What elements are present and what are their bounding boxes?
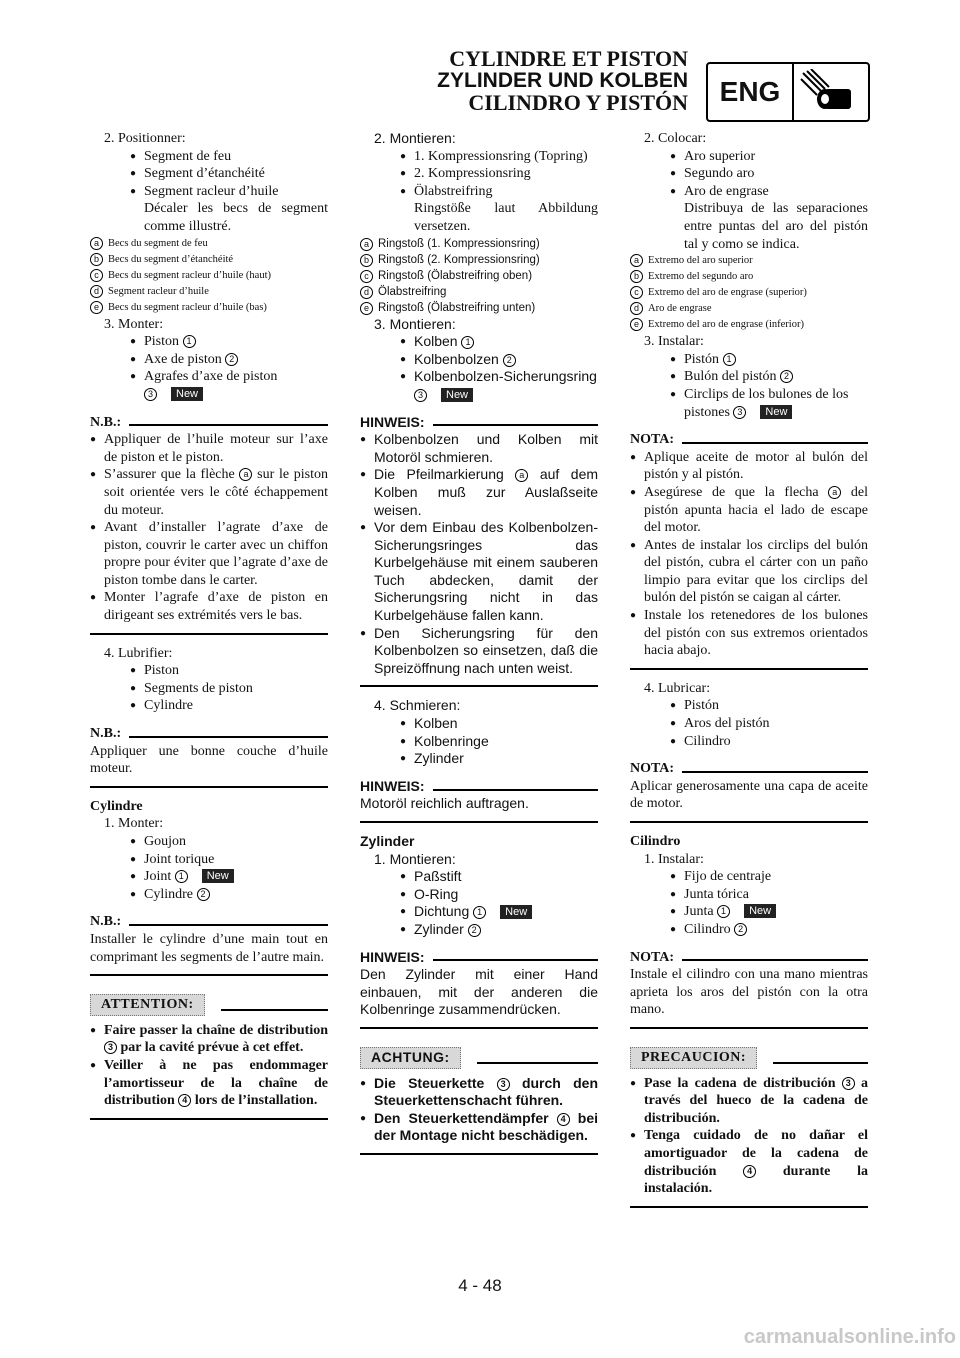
list-item: ● Axe de piston 2: [130, 351, 328, 369]
list-item: ● Piston 1: [130, 333, 328, 351]
watermark: carmanualsonline.info: [743, 1326, 956, 1348]
divider: [630, 1206, 868, 1208]
arrow-label-icon: a: [239, 468, 252, 481]
list-item: ● Pistón: [670, 697, 868, 715]
title-spanish: CILINDRO Y PISTÓN: [468, 90, 688, 115]
label-c-icon: c: [360, 270, 373, 283]
step-2-note: Ringstöße laut Abbildung versetzen.: [414, 201, 598, 234]
list-item: ● Pistón 1: [670, 351, 868, 369]
column-french: [90, 130, 328, 1130]
warning-item: ● Pase la cadena de distribución 3 a través del hueco de la cadena de distribución.: [630, 1075, 868, 1128]
note-item: ● S’assurer que la flèche a sur le piston soit orientée vers le côté échappement du moteur.: [90, 466, 328, 519]
step-4: 4. Lubricar:: [644, 680, 711, 696]
legend-item: a Becs du segment de feu: [90, 236, 328, 252]
legend-item: e Extremo del aro de engrase (inferior): [630, 317, 868, 333]
step-1: 1. Monter:: [104, 816, 164, 832]
list-item: ● Fijo de centraje: [670, 868, 868, 886]
note-text: Installer le cylindre d’une main tout en comprimant les segments de l’autre main.: [90, 931, 328, 965]
list-item: ● Junta tórica: [670, 886, 868, 904]
list-item: ● Zylinder: [400, 750, 598, 768]
label-b-icon: b: [630, 270, 643, 283]
list-item: ● Circlips de los bulones de los pistones 3 New: [670, 386, 868, 421]
legend-item: e Ringstoß (Ölabstreifring unten): [360, 300, 598, 316]
list-item: ● Cilindro: [670, 733, 868, 751]
list-item: ● Aro superior: [670, 148, 868, 166]
warning-item: ● Tenga cuidado de no dañar el amortiguador de la cadena de distribución 4 durante la instalación.: [630, 1127, 868, 1197]
note-item: ● Avant d’installer l’agrate d’axe de piston, couvrir le carter avec un chiffon propre pour éviter que l’agrate d’axe de piston tombe dans le carter.: [90, 519, 328, 589]
list-item: ● O-Ring: [400, 886, 598, 904]
label-a-icon: a: [360, 238, 373, 251]
label-d-icon: d: [360, 286, 373, 299]
legend-item: c Ringstoß (Ölabstreifring oben): [360, 268, 598, 284]
section-titles: [437, 48, 688, 114]
step-4: 4. Lubrifier:: [104, 645, 173, 661]
list-item: ● Ölabstreifring: [400, 183, 598, 201]
warning-header: ACHTUNG:: [360, 1047, 598, 1069]
new-badge: New: [202, 869, 234, 883]
divider: [90, 633, 328, 635]
list-item: ● Segment de feu: [130, 148, 328, 166]
list-item: ● Aro de engrase: [670, 183, 868, 201]
list-item: ● Kolben: [400, 715, 598, 733]
label-a-icon: a: [630, 254, 643, 267]
note-header: HINWEIS:: [360, 949, 598, 967]
step-2: 2. Positionner:: [104, 131, 186, 146]
divider: [90, 786, 328, 788]
divider: [630, 1027, 868, 1029]
list-item: ● 2. Kompressionsring: [400, 165, 598, 183]
arrow-label-icon: a: [828, 486, 841, 499]
step-2: 2. Colocar:: [644, 131, 707, 146]
page-number: 4 - 48: [458, 1276, 502, 1295]
list-item: ● Kolbenbolzen-Sicherungsring 3 New: [400, 368, 598, 403]
note-item: ● Asegúrese de que la flecha a del pistón apunta hacia el lado de escape del motor.: [630, 484, 868, 537]
note-header: NOTA:: [630, 949, 868, 967]
note-text: Motoröl reichlich auftragen.: [360, 795, 529, 812]
list-item: ● Kolbenbolzen 2: [400, 351, 598, 369]
list-item: ● Segundo aro: [670, 165, 868, 183]
label-e-icon: e: [360, 302, 373, 315]
warning-item: ● Die Steuerkette 3 durch den Steuerkettenschacht führen.: [360, 1075, 598, 1110]
legend-item: b Becs du segment d’étanchéité: [90, 252, 328, 268]
list-item: ● Aros del pistón: [670, 715, 868, 733]
list-item: ● Segment racleur d’huile: [130, 183, 328, 201]
label-a-icon: a: [90, 237, 103, 250]
note-item: ● Vor dem Einbau des Kolbenbolzen-Sicherungsringes das Kurbelgehäuse mit einem sauberen Tuch abdecken, damit der Sicherungsring nicht in das Kurbelgehäuse fallen kann.: [360, 519, 598, 625]
list-item: ● Kolben 1: [400, 333, 598, 351]
title-french: CYLINDRE ET PISTON: [449, 46, 688, 71]
list-item: ● Cylindre 2: [130, 886, 328, 904]
label-c-icon: c: [90, 269, 103, 282]
legend-item: e Becs du segment racleur d’huile (bas): [90, 300, 328, 316]
divider: [360, 1027, 598, 1029]
label-d-icon: d: [90, 285, 103, 298]
note-item: ● Den Sicherungsring für den Kolbenbolzen so einsetzen, daß die Spreizöffnung nach unten weist.: [360, 625, 598, 678]
list-item: ● Cylindre: [130, 697, 328, 715]
legend-item: b Extremo del segundo aro: [630, 269, 868, 285]
list-item: ● Paßstift: [400, 868, 598, 886]
note-header: N.B.:: [90, 725, 328, 743]
list-item: ● Dichtung 1 New: [400, 903, 598, 921]
divider: [90, 1118, 328, 1120]
step-3: 3. Instalar:: [644, 334, 704, 350]
step-2: 2. Montieren:: [374, 130, 456, 146]
new-badge: New: [441, 388, 473, 402]
note-text: Den Zylinder mit einer Hand einbauen, mit der anderen die Kolbenringe zusammendrücken.: [360, 966, 598, 1018]
list-item: ● Agrafes d’axe de piston 3 New: [130, 368, 328, 403]
step-1: 1. Montieren:: [374, 850, 456, 867]
divider: [360, 1153, 598, 1155]
legend-item: a Extremo del aro superior: [630, 253, 868, 269]
list-item: ● Joint torique: [130, 851, 328, 869]
divider: [630, 821, 868, 823]
divider: [630, 668, 868, 670]
arrow-label-icon: a: [515, 469, 528, 482]
legend: [360, 236, 598, 316]
list-item: ● Joint 1 New: [130, 868, 328, 886]
note-text: Appliquer une bonne couche d’huile moteur.: [90, 743, 328, 777]
list-item: ● Kolbenringe: [400, 733, 598, 751]
list-item: ● Piston: [130, 662, 328, 680]
note-text: Instale el cilindro con una mano mientras aprieta los aros del pistón con la otra mano.: [630, 967, 868, 1018]
engine-piston-icon: [794, 64, 868, 120]
step-4: 4. Schmieren:: [374, 697, 461, 714]
note-header: HINWEIS:: [360, 414, 598, 432]
step-1: 1. Instalar:: [644, 851, 704, 867]
divider: [360, 685, 598, 687]
legend-item: d Aro de engrase: [630, 301, 868, 317]
note-header: N.B.:: [90, 913, 328, 931]
legend-item: b Ringstoß (2. Kompressionsring): [360, 252, 598, 268]
new-badge: New: [171, 387, 203, 401]
note-text: Aplicar generosamente una capa de aceite de motor.: [630, 778, 868, 812]
list-item: ● Cilindro 2: [670, 921, 868, 939]
warning-item: ● Faire passer la chaîne de distribution 3 par la cavité prévue à cet effet.: [90, 1022, 328, 1057]
legend-item: a Ringstoß (1. Kompressionsring): [360, 236, 598, 252]
note-item: ● Appliquer de l’huile moteur sur l’axe de piston et le piston.: [90, 431, 328, 466]
note-header: NOTA:: [630, 431, 868, 449]
step-2-note: Distribuya de las separaciones entre puntas del aro del pistón tal y como se indica.: [684, 201, 868, 252]
note-header: NOTA:: [630, 760, 868, 778]
legend-item: c Extremo del aro de engrase (superior): [630, 285, 868, 301]
list-item: ● 1. Kompressionsring (Topring): [400, 148, 598, 166]
list-item: ● Segments de piston: [130, 680, 328, 698]
step-3: 3. Montieren:: [374, 315, 456, 332]
warning-item: ● Veiller à ne pas endommager l’amortisseur de la chaîne de distribution 4 lors de l’installation.: [90, 1057, 328, 1110]
note-header: N.B.:: [90, 414, 328, 432]
list-item: ● Segment d’étanchéité: [130, 165, 328, 183]
note-item: ● Monter l’agrafe d’axe de piston en dirigeant ses extrémités vers le bas.: [90, 589, 328, 624]
note-item: ● Instale los retenedores de los bulones del pistón con sus extremos orientados hacia abajo.: [630, 607, 868, 660]
note-item: ● Kolbenbolzen und Kolben mit Motoröl schmieren.: [360, 431, 598, 466]
title-german: ZYLINDER UND KOLBEN: [437, 69, 688, 92]
label-c-icon: c: [630, 286, 643, 299]
step-3: 3. Monter:: [104, 316, 164, 332]
subsection-heading: Zylinder: [360, 833, 415, 849]
note-item: ● Die Pfeilmarkierung a auf dem Kolben muß zur Auslaßseite weisen.: [360, 466, 598, 519]
legend: [90, 236, 328, 316]
subsection-heading: Cylindre: [90, 798, 143, 814]
warning-header: PRECAUCION:: [630, 1047, 868, 1069]
step-2-note: Décaler les becs de segment comme illustré.: [144, 201, 328, 234]
note-item: ● Antes de instalar los circlips del bulón del pistón, cubra el cárter con un paño limpio para evitar que los circlips del bulón del pistón se caigan al cárter.: [630, 537, 868, 607]
legend-item: d Segment racleur d’huile: [90, 284, 328, 300]
note-item: ● Aplique aceite de motor al bulón del pistón y al pistón.: [630, 449, 868, 484]
legend-item: d Ölabstreifring: [360, 284, 598, 300]
badge-label: ENG: [708, 64, 794, 120]
label-e-icon: e: [630, 318, 643, 331]
new-badge: New: [500, 905, 532, 919]
note-header: HINWEIS:: [360, 778, 598, 796]
column-spanish: [630, 130, 868, 1218]
legend: [630, 253, 868, 333]
list-item: ● Junta 1 New: [670, 903, 868, 921]
subsection-heading: Cilindro: [630, 834, 681, 849]
divider: [90, 974, 328, 976]
column-german: [360, 130, 598, 1165]
section-badge: [706, 62, 870, 122]
legend-item: c Becs du segment racleur d’huile (haut): [90, 268, 328, 284]
warning-item: ● Den Steuerkettendämpfer 4 bei der Montage nicht beschädigen.: [360, 1110, 598, 1145]
label-d-icon: d: [630, 302, 643, 315]
list-item: ● Bulón del pistón 2: [670, 368, 868, 386]
label-b-icon: b: [90, 253, 103, 266]
list-item: ● Zylinder 2: [400, 921, 598, 939]
label-b-icon: b: [360, 254, 373, 267]
new-badge: New: [760, 405, 792, 419]
label-e-icon: e: [90, 301, 103, 314]
list-item: ● Goujon: [130, 833, 328, 851]
divider: [360, 821, 598, 823]
warning-header: ATTENTION:: [90, 994, 328, 1016]
new-badge: New: [744, 904, 776, 918]
